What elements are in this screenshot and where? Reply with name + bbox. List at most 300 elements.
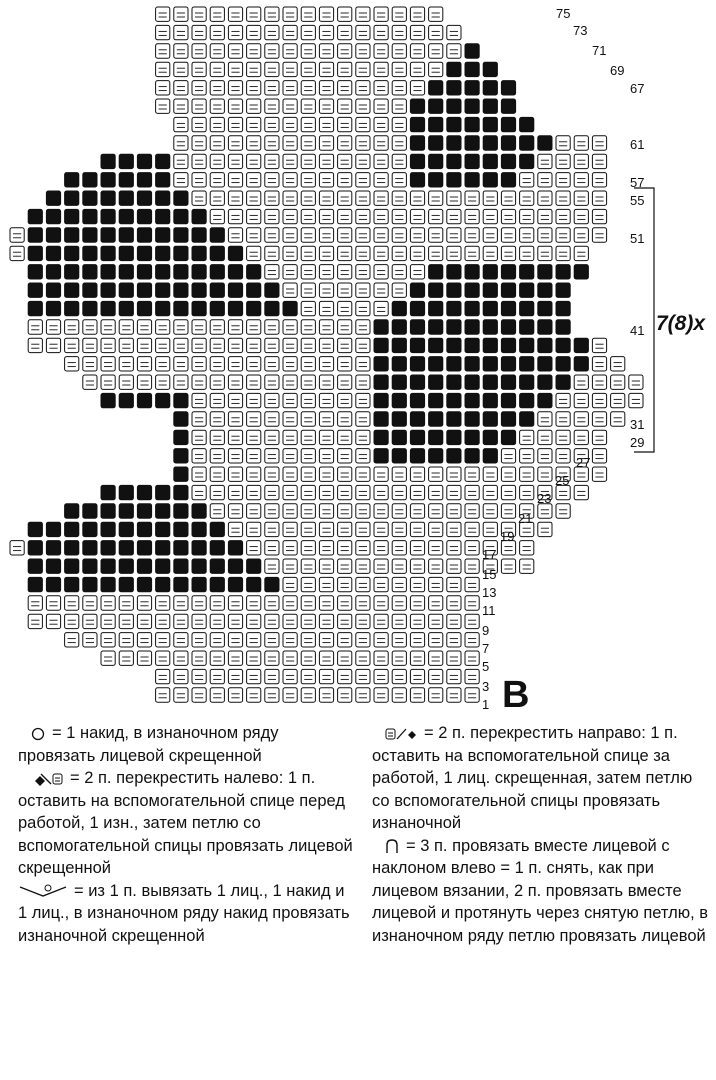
chart-cell-knit-black [192,265,206,279]
chart-cell-knit-black [520,265,534,279]
chart-cell-knit-black [101,191,115,205]
legend-text-increase: = из 1 п. вывязать 1 лиц., 1 накид и 1 лиц., в изнаночном ряду накид провязать изнаночной скрещенной [18,881,350,945]
chart-cell-purl [247,449,261,463]
chart-cell-purl [447,596,461,610]
chart-cell-purl [501,504,515,518]
chart-cell-purl [392,209,406,223]
chart-cell-purl [210,651,224,665]
chart-cell-purl [447,246,461,260]
chart-cell-knit-black [520,117,534,131]
row-number: 41 [630,323,645,338]
chart-cell-purl [465,246,479,260]
chart-cell-purl [538,467,552,481]
chart-cell-purl [520,559,534,573]
chart-cell-purl [429,191,443,205]
chart-cell-knit-black [174,191,188,205]
chart-cell-purl [465,669,479,683]
chart-cell-purl [374,577,388,591]
chart-cell-purl [447,522,461,536]
chart-cell-knit-black [119,559,133,573]
chart-cell-knit-black [119,283,133,297]
chart-cell-purl [465,191,479,205]
chart-cell-knit-black [137,154,151,168]
chart-cell-knit-black [556,338,570,352]
chart-cell-purl [338,430,352,444]
chart-cell-purl [319,117,333,131]
chart-cell-purl [83,357,97,371]
chart-cell-purl [156,320,170,334]
chart-cell-purl [520,467,534,481]
chart-cell-knit-black [410,136,424,150]
chart-cell-purl [174,375,188,389]
chart-cell-knit-black [447,136,461,150]
chart-cell-purl [174,62,188,76]
chart-cell-purl [192,7,206,21]
chart-cell-purl [283,136,297,150]
chart-cell-purl [28,614,42,628]
chart-cell-knit-black [119,393,133,407]
chart-cell-purl [319,136,333,150]
chart-cell-knit-black [65,541,79,555]
chart-cell-knit-black [65,265,79,279]
chart-cell-purl [465,522,479,536]
chart-cell-purl [447,614,461,628]
chart-cell-purl [483,467,497,481]
chart-cell-purl [501,485,515,499]
chart-cell-knit-black [101,577,115,591]
chart-cell-purl [210,154,224,168]
chart-cell-purl [319,62,333,76]
chart-cell-purl [265,375,279,389]
chart-cell-purl [483,191,497,205]
chart-cell-purl [520,485,534,499]
chart-cell-purl [465,596,479,610]
chart-cell-purl [447,541,461,555]
chart-cell-purl [210,596,224,610]
chart-cell-knit-black [83,283,97,297]
arch-decrease-icon [384,838,400,854]
chart-cell-knit-black [429,173,443,187]
chart-cell-purl [556,154,570,168]
chart-cell-purl [192,136,206,150]
chart-cell-knit-black [520,338,534,352]
chart-cell-purl [301,25,315,39]
chart-cell-purl [228,173,242,187]
chart-cell-knit-black [520,320,534,334]
chart-cell-purl [356,393,370,407]
chart-cell-knit-black [83,173,97,187]
chart-cell-purl [210,614,224,628]
chart-cell-purl [338,320,352,334]
chart-cell-purl [356,44,370,58]
legend-text-cross-left: = 2 п. перекрестить налево: 1 п. оставить на вспомогательной спице перед работой, 1 изн., затем петлю со вспомогательной спицы провязать лицевой скрещенной [18,769,353,877]
chart-cell-purl [301,246,315,260]
chart-cell-knit-black [429,412,443,426]
chart-cell-purl [465,688,479,702]
chart-cell-purl [374,596,388,610]
chart-cell-purl [65,596,79,610]
chart-cell-knit-black [83,577,97,591]
chart-cell-purl [447,228,461,242]
chart-cell-purl [283,504,297,518]
chart-cell-purl [192,357,206,371]
chart-cell-purl [319,577,333,591]
row-number: 73 [573,23,588,38]
chart-cell-purl [392,633,406,647]
chart-cell-knit-black [247,559,261,573]
chart-cell-purl [301,301,315,315]
chart-cell-purl [356,81,370,95]
chart-cell-purl [356,154,370,168]
chart-cell-purl [319,191,333,205]
chart-cell-knit-black [447,393,461,407]
chart-cell-purl [592,191,606,205]
chart-cell-knit-black [156,577,170,591]
chart-cell-knit-black [65,504,79,518]
chart-cell-knit-black [447,412,461,426]
chart-cell-purl [556,412,570,426]
row-number: 19 [500,529,515,544]
chart-cell-purl [374,669,388,683]
chart-cell-knit-black [119,228,133,242]
chart-cell-knit-black [392,357,406,371]
chart-cell-purl [137,651,151,665]
chart-cell-knit-black [101,154,115,168]
chart-cell-purl [374,559,388,573]
legend-entry-decrease [372,835,712,948]
chart-cell-knit-black [174,522,188,536]
chart-cell-purl [356,688,370,702]
chart-cell-purl [192,651,206,665]
chart-cell-purl [265,596,279,610]
chart-cell-purl [174,44,188,58]
chart-cell-knit-black [137,228,151,242]
chart-cell-knit-black [210,541,224,555]
chart-cell-knit-black [228,541,242,555]
chart-cell-knit-black [137,191,151,205]
chart-cell-purl [247,62,261,76]
chart-cell-purl [429,651,443,665]
chart-cell-purl [283,209,297,223]
chart-cell-knit-black [429,136,443,150]
chart-cell-knit-black [392,338,406,352]
chart-cell-purl [228,62,242,76]
chart-cell-purl [356,25,370,39]
chart-cell-knit-black [174,246,188,260]
chart-cell-knit-black [501,375,515,389]
chart-cell-purl [28,338,42,352]
chart-cell-purl [283,412,297,426]
chart-cell-knit-black [556,301,570,315]
chart-cell-purl [338,209,352,223]
chart-cell-purl [392,7,406,21]
chart-cell-purl [210,467,224,481]
row-number: 11 [482,603,496,618]
chart-cell-purl [338,559,352,573]
chart-cell-purl [265,25,279,39]
chart-cell-purl [210,633,224,647]
chart-cell-knit-black [65,522,79,536]
chart-cell-purl [374,136,388,150]
chart-cell-knit-black [46,265,60,279]
chart-cell-purl [465,504,479,518]
chart-cell-knit-black [465,393,479,407]
legend-left-column [18,722,358,947]
chart-cell-knit-black [137,504,151,518]
chart-cell-purl [483,228,497,242]
chart-cell-purl [119,357,133,371]
chart-cell-knit-black [228,246,242,260]
chart-cell-purl [319,522,333,536]
chart-cell-knit-black [520,283,534,297]
chart-cell-purl [556,504,570,518]
chart-cell-knit-black [192,283,206,297]
chart-cell-purl [174,25,188,39]
chart-cell-purl [247,412,261,426]
chart-cell-knit-black [101,265,115,279]
chart-cell-purl [283,44,297,58]
chart-cell-knit-black [174,301,188,315]
chart-cell-purl [483,209,497,223]
chart-cell-purl [228,209,242,223]
row-number: 25 [555,473,570,488]
chart-cell-purl [174,99,188,113]
chart-cell-purl [192,154,206,168]
chart-cell-purl [101,651,115,665]
chart-cell-purl [301,449,315,463]
chart-cell-purl [338,25,352,39]
chart-cell-purl [392,651,406,665]
chart-cell-knit-black [483,338,497,352]
chart-cell-knit-black [465,357,479,371]
chart-cell-purl [319,320,333,334]
chart-cell-purl [447,688,461,702]
chart-cell-purl [429,541,443,555]
chart-cell-knit-black [228,283,242,297]
chart-cell-purl [374,99,388,113]
chart-cell-purl [574,412,588,426]
chart-cell-purl [283,651,297,665]
chart-cell-purl [65,357,79,371]
chart-cell-purl [192,117,206,131]
chart-cell-purl [338,449,352,463]
chart-cell-purl [265,62,279,76]
chart-cell-purl [319,81,333,95]
chart-cell-knit-black [538,375,552,389]
chart-cell-knit-black [465,301,479,315]
chart-cell-purl [247,596,261,610]
chart-cell-purl [156,375,170,389]
chart-cell-knit-black [410,117,424,131]
chart-cell-knit-black [46,246,60,260]
chart-cell-purl [174,81,188,95]
chart-cell-purl [338,412,352,426]
chart-cell-purl [283,577,297,591]
chart-cell-purl [283,393,297,407]
chart-cell-knit-black [137,522,151,536]
chart-cell-purl [192,173,206,187]
chart-cell-knit-black [65,246,79,260]
chart-cell-purl [338,485,352,499]
chart-cell-knit-black [156,191,170,205]
chart-cell-purl [465,651,479,665]
chart-cell-purl [483,504,497,518]
chart-cell-knit-black [119,522,133,536]
chart-cell-purl [210,25,224,39]
chart-cell-knit-black [83,301,97,315]
chart-cell-knit-black [101,173,115,187]
chart-cell-purl [228,504,242,518]
chart-cell-knit-black [83,504,97,518]
chart-cell-purl [356,301,370,315]
chart-cell-purl [174,173,188,187]
chart-cell-knit-black [556,283,570,297]
chart-cell-knit-black [483,283,497,297]
chart-cell-purl [356,467,370,481]
chart-cell-purl [410,669,424,683]
chart-cell-purl [338,191,352,205]
chart-cell-purl [338,596,352,610]
chart-cell-purl [356,412,370,426]
chart-cell-purl [611,393,625,407]
chart-cell-purl [374,283,388,297]
repeat-label: 7(8)x [656,312,706,335]
chart-cell-purl [265,99,279,113]
chart-cell-purl [137,596,151,610]
chart-cell-purl [592,154,606,168]
chart-cell-purl [301,283,315,297]
chart-cell-knit-black [83,265,97,279]
chart-cell-purl [356,596,370,610]
chart-cell-purl [247,81,261,95]
chart-cell-knit-black [65,301,79,315]
chart-cell-purl [429,559,443,573]
chart-cell-purl [301,430,315,444]
chart-cell-purl [611,357,625,371]
chart-cell-purl [592,338,606,352]
chart-cell-knit-black [429,283,443,297]
chart-cell-knit-black [465,81,479,95]
chart-cell-knit-black [447,430,461,444]
chart-cell-purl [465,467,479,481]
chart-cell-purl [156,651,170,665]
chart-cell-knit-black [483,412,497,426]
chart-cell-purl [156,99,170,113]
chart-cell-purl [247,338,261,352]
chart-cell-purl [265,412,279,426]
chart-cell-purl [465,559,479,573]
chart-cell-purl [119,375,133,389]
chart-cell-knit-black [447,375,461,389]
chart-cell-knit-black [83,228,97,242]
chart-cell-purl [410,228,424,242]
chart-cell-purl [301,577,315,591]
chart-cell-purl [247,375,261,389]
chart-cell-purl [592,357,606,371]
chart-cell-purl [192,669,206,683]
chart-cell-purl [319,596,333,610]
chart-cell-purl [374,117,388,131]
chart-cell-purl [374,44,388,58]
chart-cell-knit-black [65,559,79,573]
chart-cell-purl [374,651,388,665]
chart-cell-purl [592,393,606,407]
chart-cell-purl [265,449,279,463]
chart-cell-knit-black [119,173,133,187]
chart-cell-purl [410,7,424,21]
chart-cell-purl [283,541,297,555]
chart-cell-purl [356,62,370,76]
chart-cell-knit-black [156,265,170,279]
chart-cell-knit-black [410,320,424,334]
chart-cell-purl [429,467,443,481]
chart-cell-purl [429,633,443,647]
chart-cell-purl [265,320,279,334]
chart-cell-purl [338,577,352,591]
chart-cell-purl [611,412,625,426]
chart-cell-knit-black [174,449,188,463]
chart-cell-purl [265,338,279,352]
chart-cell-knit-black [574,265,588,279]
chart-cell-knit-black [410,173,424,187]
chart-cell-purl [192,44,206,58]
chart-cell-knit-black [520,136,534,150]
chart-cell-purl [410,467,424,481]
chart-cell-knit-black [392,449,406,463]
chart-cell-purl [228,117,242,131]
chart-cell-knit-black [374,412,388,426]
chart-cell-purl [247,320,261,334]
chart-cell-purl [429,577,443,591]
chart-cell-purl [228,614,242,628]
chart-cell-knit-black [410,375,424,389]
chart-cell-purl [319,393,333,407]
chart-cell-knit-black [501,357,515,371]
chart-cell-purl [119,338,133,352]
chart-cell-purl [28,320,42,334]
chart-cell-purl [319,559,333,573]
chart-cell-purl [301,338,315,352]
chart-cell-purl [119,614,133,628]
chart-cell-purl [520,430,534,444]
chart-cell-purl [283,7,297,21]
chart-cell-purl [247,485,261,499]
chart-cell-knit-black [501,393,515,407]
chart-cell-purl [283,62,297,76]
chart-cell-purl [374,191,388,205]
chart-cell-purl [228,44,242,58]
chart-cell-knit-black [101,301,115,315]
row-number: 61 [630,137,645,152]
chart-cell-knit-black [574,357,588,371]
chart-cell-knit-black [429,357,443,371]
chart-cell-purl [101,633,115,647]
chart-cell-purl [410,596,424,610]
chart-cell-purl [356,7,370,21]
chart-cell-purl [247,357,261,371]
chart-cell-purl [574,375,588,389]
chart-cell-knit-black [374,430,388,444]
chart-cell-knit-black [228,301,242,315]
chart-cell-purl [483,246,497,260]
chart-cell-knit-black [174,467,188,481]
chart-cell-knit-black [210,246,224,260]
row-number: 75 [556,6,571,21]
row-number: 7 [482,641,490,656]
chart-cell-purl [283,191,297,205]
chart-cell-purl [301,117,315,131]
chart-cell-purl [228,412,242,426]
